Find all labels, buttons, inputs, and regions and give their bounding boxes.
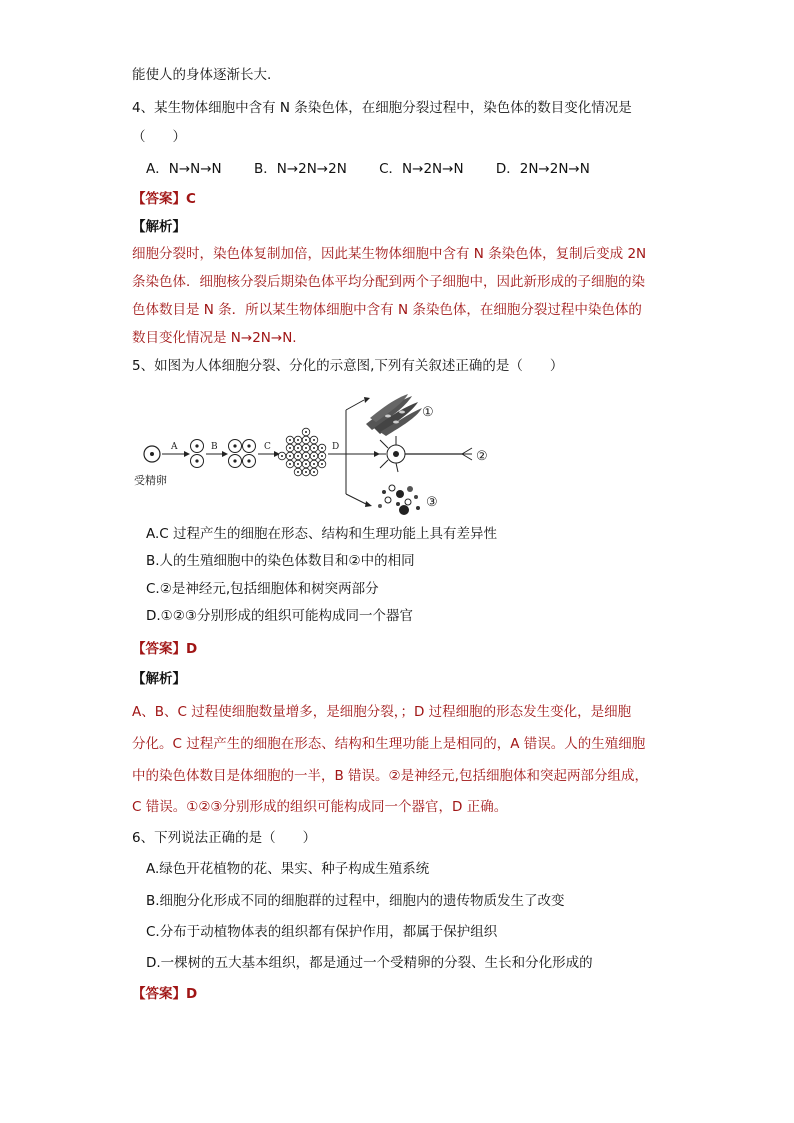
q4-analysis-line-1: 细胞分裂时，染色体复制加倍，因此某生物体细胞中含有 N 条染色体，复制后变成 2N xyxy=(132,246,647,262)
q4-analysis-line-2: 条染色体．细胞核分裂后期染色体平均分配到两个子细胞中，因此新形成的子细胞的染 xyxy=(132,274,645,290)
cell-nucleus xyxy=(297,439,299,441)
q5-analysis-line-2: 分化。C 过程产生的细胞在形态、结构和生理功能上是相同的，A 错误。人的生殖细胞 xyxy=(132,736,646,752)
q4-answer-text: 【答案】C xyxy=(132,191,196,207)
cell-nucleus xyxy=(289,447,291,449)
branch-label-3: ③ xyxy=(426,495,438,510)
q5-analysis-line-3: 中的染色体数目是体细胞的一半，B 错误。②是神经元,包括细胞体和突起两部分组成， xyxy=(132,768,648,784)
cell-nucleus xyxy=(281,455,283,457)
cell-nucleus xyxy=(297,471,299,473)
branch-label-2: ② xyxy=(476,449,488,464)
process-label-c: C xyxy=(264,442,271,452)
q5-analysis-line-1: A、B、C 过程使细胞数量增多，是细胞分裂，；D 过程细胞的形态发生变化，是细胞 xyxy=(132,704,632,720)
cell-nucleus xyxy=(305,447,307,449)
q4-options xyxy=(146,160,618,178)
q5-answer xyxy=(132,640,197,658)
q6-stem: 6、下列说法正确的是（ ） xyxy=(132,830,317,846)
q4-stem: 4、某生物体细胞中含有 N 条染色体，在细胞分裂过程中，染色体的数目变化情况是 xyxy=(132,100,632,116)
cell-nucleus xyxy=(289,463,291,465)
intro-tail-text: 能使人的身体逐渐长大. xyxy=(132,67,272,83)
cell-nucleus xyxy=(305,463,307,465)
q4-option-b: B．N→2N→2N xyxy=(253,161,347,177)
cell-nucleus xyxy=(313,463,315,465)
cell-nucleus xyxy=(313,439,315,441)
cell-nucleus xyxy=(321,455,323,457)
q6-option-a: A.绿色开花植物的花、果实、种子构成生殖系统 xyxy=(146,861,430,877)
two-cell-stage xyxy=(191,440,204,468)
q5-option-d: D.①②③分别形成的组织可能构成同一个器官 xyxy=(146,608,413,624)
cell-nucleus xyxy=(321,463,323,465)
fertilized-egg-label: 受精卵 xyxy=(134,474,167,487)
muscle-tissue xyxy=(366,394,422,436)
q4-analysis-line-4: 数目变化情况是 N→2N→N. xyxy=(132,330,297,346)
branch-label-1: ① xyxy=(422,405,434,420)
q4-analysis-title: 【解析】 xyxy=(132,219,186,235)
q4-paren: （ ） xyxy=(132,129,186,145)
q4-option-a: A．N→N→N xyxy=(146,161,222,177)
q6-option-c: C.分布于动植物体表的组织都有保护作用，都属于保护组织 xyxy=(146,924,498,940)
cell-mass xyxy=(278,428,326,476)
cell-nucleus xyxy=(305,455,307,457)
q4-option-c: C．N→2N→N xyxy=(379,161,464,177)
q5-option-c: C.②是神经元,包括细胞体和树突两部分 xyxy=(146,581,379,597)
q5-option-a: A.C 过程产生的细胞在形态、结构和生理功能上具有差异性 xyxy=(146,526,498,542)
q6-answer-text: 【答案】D xyxy=(132,986,198,1002)
process-label-a: A xyxy=(171,442,178,452)
q5-analysis-line-4: C 错误。①②③分别形成的组织可能构成同一个器官，D 正确。 xyxy=(132,799,508,815)
cell-nucleus xyxy=(297,447,299,449)
q5-option-b: B.人的生殖细胞中的染色体数目和②中的相同 xyxy=(146,553,415,569)
cell-nucleus xyxy=(305,439,307,441)
blood-cells xyxy=(378,485,420,515)
cell-nucleus xyxy=(305,431,307,433)
cell-nucleus xyxy=(297,455,299,457)
cell-nucleus xyxy=(313,471,315,473)
q5-analysis-title: 【解析】 xyxy=(132,671,186,687)
fertilized-egg-cell xyxy=(144,446,160,462)
cell-nucleus xyxy=(289,455,291,457)
cell-nucleus xyxy=(313,447,315,449)
cell-nucleus xyxy=(321,447,323,449)
cell-nucleus xyxy=(313,455,315,457)
four-cell-stage xyxy=(229,440,256,468)
neuron-cell xyxy=(376,436,472,472)
q4-answer xyxy=(132,190,196,208)
q4-option-d: D．2N→2N→N xyxy=(495,161,590,177)
q6-option-b: B.细胞分化形成不同的细胞群的过程中，细胞内的遗传物质发生了改变 xyxy=(146,893,565,909)
q6-answer xyxy=(132,985,197,1003)
cell-nucleus xyxy=(297,463,299,465)
q4-analysis-line-3: 色体数目是 N 条．所以某生物体细胞中含有 N 条染色体，在细胞分裂过程中染色体的 xyxy=(132,302,642,318)
cell-nucleus xyxy=(305,471,307,473)
cell-nucleus xyxy=(289,439,291,441)
cell-division-figure xyxy=(134,394,504,516)
process-label-b: B xyxy=(211,442,218,452)
q6-option-d: D.一棵树的五大基本组织，都是通过一个受精卵的分裂、生长和分化形成的 xyxy=(146,955,593,971)
process-label-d: D xyxy=(332,442,340,452)
q5-stem: 5、如图为人体细胞分裂、分化的示意图,下列有关叙述正确的是（ ） xyxy=(132,358,564,374)
q5-answer-text: 【答案】D xyxy=(132,641,198,657)
